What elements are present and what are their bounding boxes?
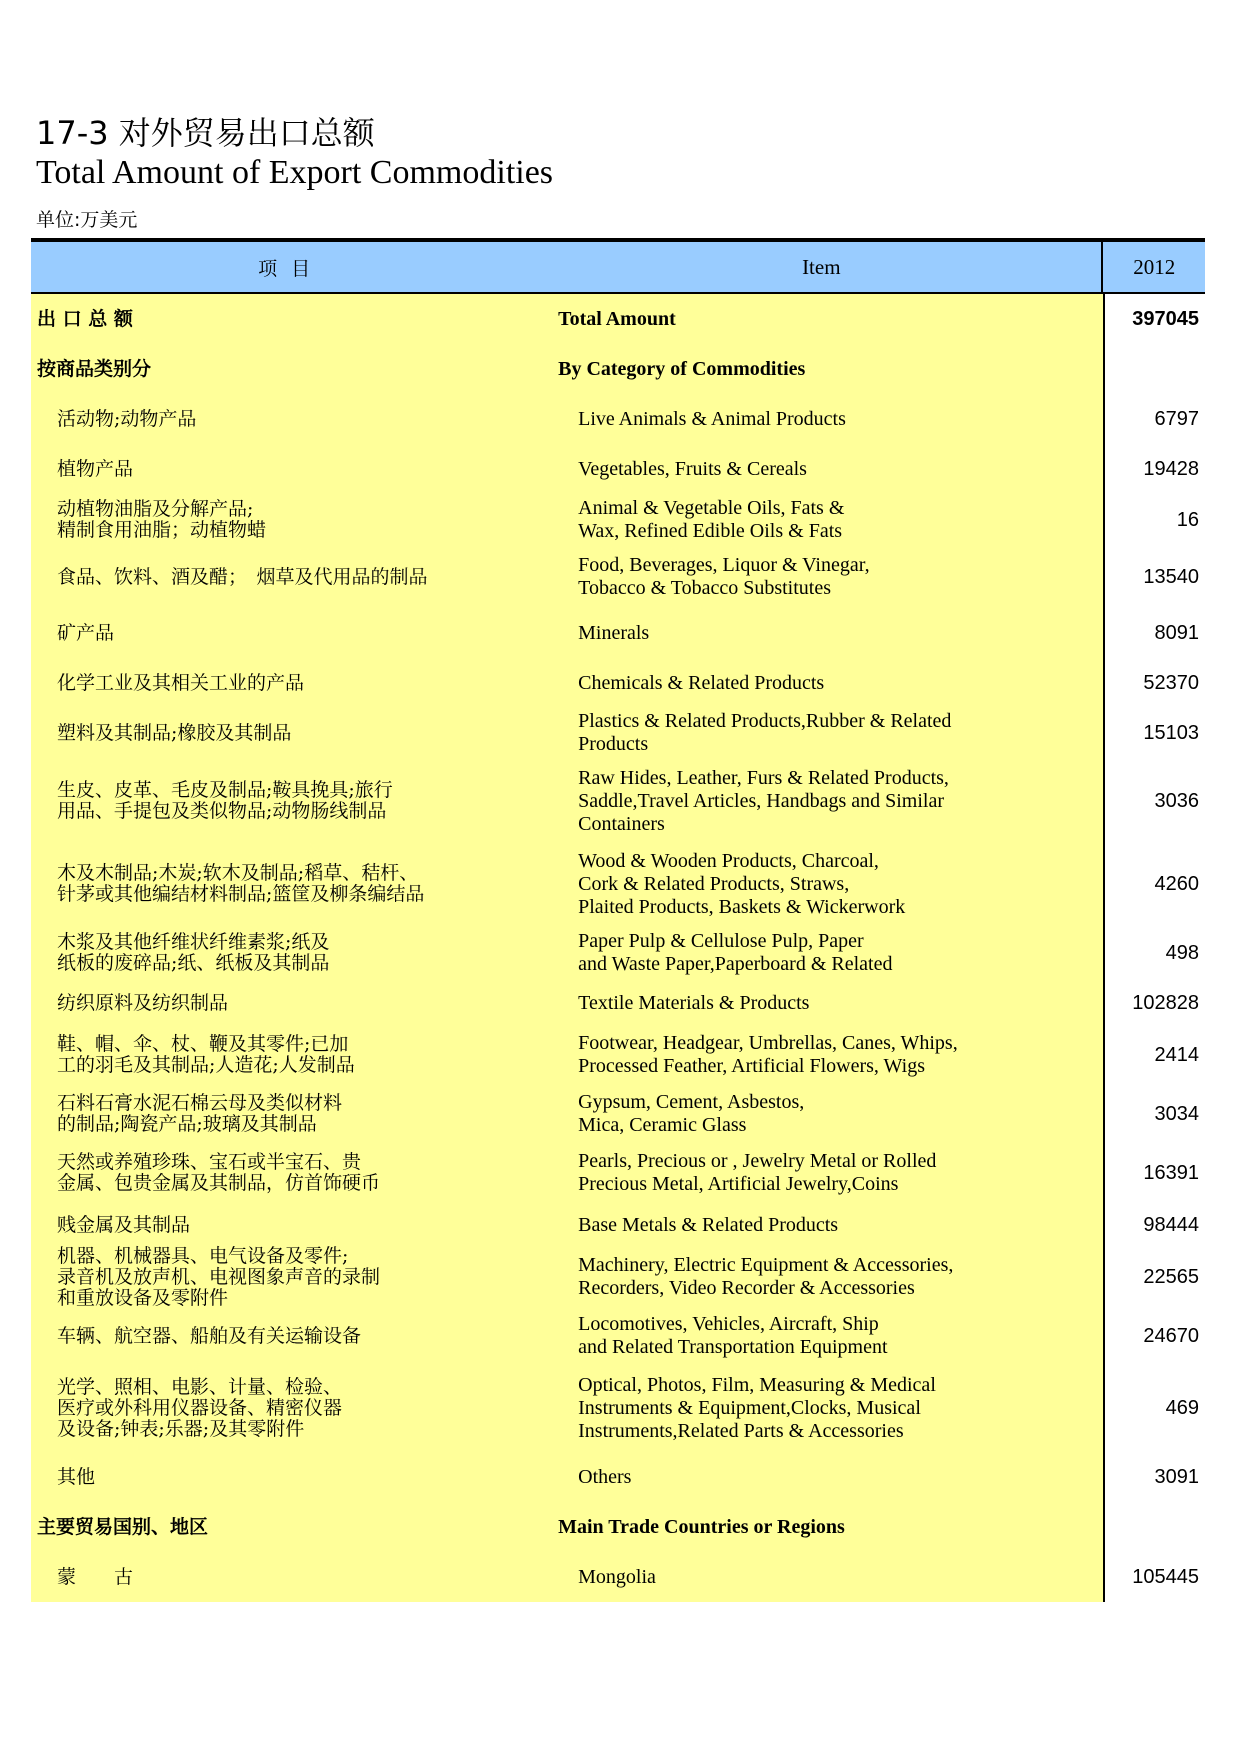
row-value: 3091 (1103, 1452, 1205, 1502)
table-row (31, 294, 1205, 344)
table-row (31, 1308, 1205, 1364)
row-value: 3034 (1103, 1086, 1205, 1142)
row-value (1103, 1502, 1205, 1552)
table-row (31, 924, 1205, 982)
page-title-en: Total Amount of Export Commodities (36, 154, 554, 191)
row-item-en: By Category of Commodities (542, 344, 1103, 394)
table-row (31, 1364, 1205, 1452)
row-item-cn: 出 口 总 额 (31, 294, 542, 344)
row-item-cn: 石料石膏水泥石棉云母及类似材料 的制品;陶瓷产品;玻璃及其制品 (31, 1086, 542, 1142)
row-value: 15103 (1103, 708, 1205, 758)
unit-label: 单位:万美元 (36, 209, 138, 231)
row-item-en: Total Amount (542, 294, 1103, 344)
row-value: 498 (1103, 924, 1205, 982)
row-value: 24670 (1103, 1308, 1205, 1364)
table-row (31, 344, 1205, 394)
row-value: 16 (1103, 494, 1205, 546)
table-row (31, 982, 1205, 1024)
table-row (31, 444, 1205, 494)
table-row (31, 658, 1205, 708)
row-value: 105445 (1103, 1552, 1205, 1602)
row-value: 16391 (1103, 1142, 1205, 1204)
row-item-cn: 植物产品 (31, 444, 542, 494)
row-item-cn: 其他 (31, 1452, 542, 1502)
table-row (31, 1452, 1205, 1502)
table-row (31, 546, 1205, 608)
export-table (31, 238, 1205, 1602)
row-item-cn: 塑料及其制品;橡胶及其制品 (31, 708, 542, 758)
row-item-cn: 主要贸易国别、地区 (31, 1502, 542, 1552)
page-title-cn: 17-3 对外贸易出口总额 (36, 114, 375, 152)
row-item-en: Vegetables, Fruits & Cereals (542, 444, 1103, 494)
header-year: 2012 (1101, 242, 1205, 292)
row-item-cn: 矿产品 (31, 608, 542, 658)
row-value: 19428 (1103, 444, 1205, 494)
table-row (31, 1086, 1205, 1142)
row-item-cn: 车辆、航空器、船舶及有关运输设备 (31, 1308, 542, 1364)
table-row (31, 1246, 1205, 1308)
row-item-cn: 动植物油脂及分解产品; 精制食用油脂；动植物蜡 (31, 494, 542, 546)
row-value: 13540 (1103, 546, 1205, 608)
row-item-en: Food, Beverages, Liquor & Vinegar, Tobacco & Tobacco Substitutes (542, 546, 1103, 608)
row-value: 22565 (1103, 1246, 1205, 1308)
row-item-en: Textile Materials & Products (542, 982, 1103, 1024)
table-row (31, 1502, 1205, 1552)
row-item-en: Pearls, Precious or , Jewelry Metal or Rolled Precious Metal, Artificial Jewelry,Coins (542, 1142, 1103, 1204)
row-item-en: Raw Hides, Leather, Furs & Related Products, Saddle,Travel Articles, Handbags and Similar Containers (542, 758, 1103, 844)
row-item-cn: 鞋、帽、伞、杖、鞭及其零件;已加 工的羽毛及其制品;人造花;人发制品 (31, 1024, 542, 1086)
header-item-cn: 项 目 (258, 257, 315, 280)
table-row (31, 708, 1205, 758)
row-item-en: Gypsum, Cement, Asbestos, Mica, Ceramic Glass (542, 1086, 1103, 1142)
table-row (31, 844, 1205, 924)
row-value: 397045 (1103, 294, 1205, 344)
row-value: 8091 (1103, 608, 1205, 658)
table-row (31, 394, 1205, 444)
row-item-en: Animal & Vegetable Oils, Fats & Wax, Refined Edible Oils & Fats (542, 494, 1103, 546)
row-item-en: Main Trade Countries or Regions (542, 1502, 1103, 1552)
row-item-en: Locomotives, Vehicles, Aircraft, Ship and Related Transportation Equipment (542, 1308, 1103, 1364)
row-item-en: Paper Pulp & Cellulose Pulp, Paper and Waste Paper,Paperboard & Related (542, 924, 1103, 982)
row-value: 3036 (1103, 758, 1205, 844)
row-item-cn: 按商品类别分 (31, 344, 542, 394)
row-item-en: Footwear, Headgear, Umbrellas, Canes, Whips, Processed Feather, Artificial Flowers, Wigs (542, 1024, 1103, 1086)
table-body (31, 294, 1205, 1602)
row-item-cn: 贱金属及其制品 (31, 1204, 542, 1246)
table-row (31, 1024, 1205, 1086)
row-value: 469 (1103, 1364, 1205, 1452)
row-item-en: Live Animals & Animal Products (542, 394, 1103, 444)
row-value: 52370 (1103, 658, 1205, 708)
row-item-cn: 活动物;动物产品 (31, 394, 542, 444)
row-item-cn: 生皮、皮革、毛皮及制品;鞍具挽具;旅行 用品、手提包及类似物品;动物肠线制品 (31, 758, 542, 844)
row-item-cn: 机器、机械器具、电气设备及零件; 录音机及放声机、电视图象声音的录制 和重放设备及零附件 (31, 1246, 542, 1308)
row-value: 102828 (1103, 982, 1205, 1024)
row-value: 2414 (1103, 1024, 1205, 1086)
table-row (31, 758, 1205, 844)
row-value: 6797 (1103, 394, 1205, 444)
row-item-en: Plastics & Related Products,Rubber & Related Products (542, 708, 1103, 758)
header-item-en: Item (802, 254, 841, 279)
row-item-en: Wood & Wooden Products, Charcoal, Cork & Related Products, Straws, Plaited Products, Baskets & Wickerwork (542, 844, 1103, 924)
row-value: 4260 (1103, 844, 1205, 924)
row-item-en: Machinery, Electric Equipment & Accessories, Recorders, Video Recorder & Accessories (542, 1246, 1103, 1308)
table-header (31, 242, 1205, 294)
table-row (31, 608, 1205, 658)
row-item-cn: 蒙 古 (31, 1552, 542, 1602)
table-row (31, 1552, 1205, 1602)
row-item-cn: 天然或养殖珍珠、宝石或半宝石、贵 金属、包贵金属及其制品，仿首饰硬币 (31, 1142, 542, 1204)
row-item-en: Base Metals & Related Products (542, 1204, 1103, 1246)
row-item-cn: 木及木制品;木炭;软木及制品;稻草、秸杆、 针茅或其他编结材料制品;篮筐及柳条编结品 (31, 844, 542, 924)
row-value: 98444 (1103, 1204, 1205, 1246)
table-row (31, 1142, 1205, 1204)
row-item-en: Optical, Photos, Film, Measuring & Medical Instruments & Equipment,Clocks, Musical Instruments,Related Parts & Accessories (542, 1364, 1103, 1452)
table-row (31, 494, 1205, 546)
row-value (1103, 344, 1205, 394)
row-item-en: Minerals (542, 608, 1103, 658)
row-item-cn: 食品、饮料、酒及醋； 烟草及代用品的制品 (31, 546, 542, 608)
row-item-cn: 光学、照相、电影、计量、检验、 医疗或外科用仪器设备、精密仪器 及设备;钟表;乐器;及其零附件 (31, 1364, 542, 1452)
row-item-cn: 化学工业及其相关工业的产品 (31, 658, 542, 708)
row-item-cn: 纺织原料及纺织制品 (31, 982, 542, 1024)
row-item-en: Chemicals & Related Products (542, 658, 1103, 708)
row-item-en: Mongolia (542, 1552, 1103, 1602)
row-item-cn: 木浆及其他纤维状纤维素浆;纸及 纸板的废碎品;纸、纸板及其制品 (31, 924, 542, 982)
row-item-en: Others (542, 1452, 1103, 1502)
table-row (31, 1204, 1205, 1246)
